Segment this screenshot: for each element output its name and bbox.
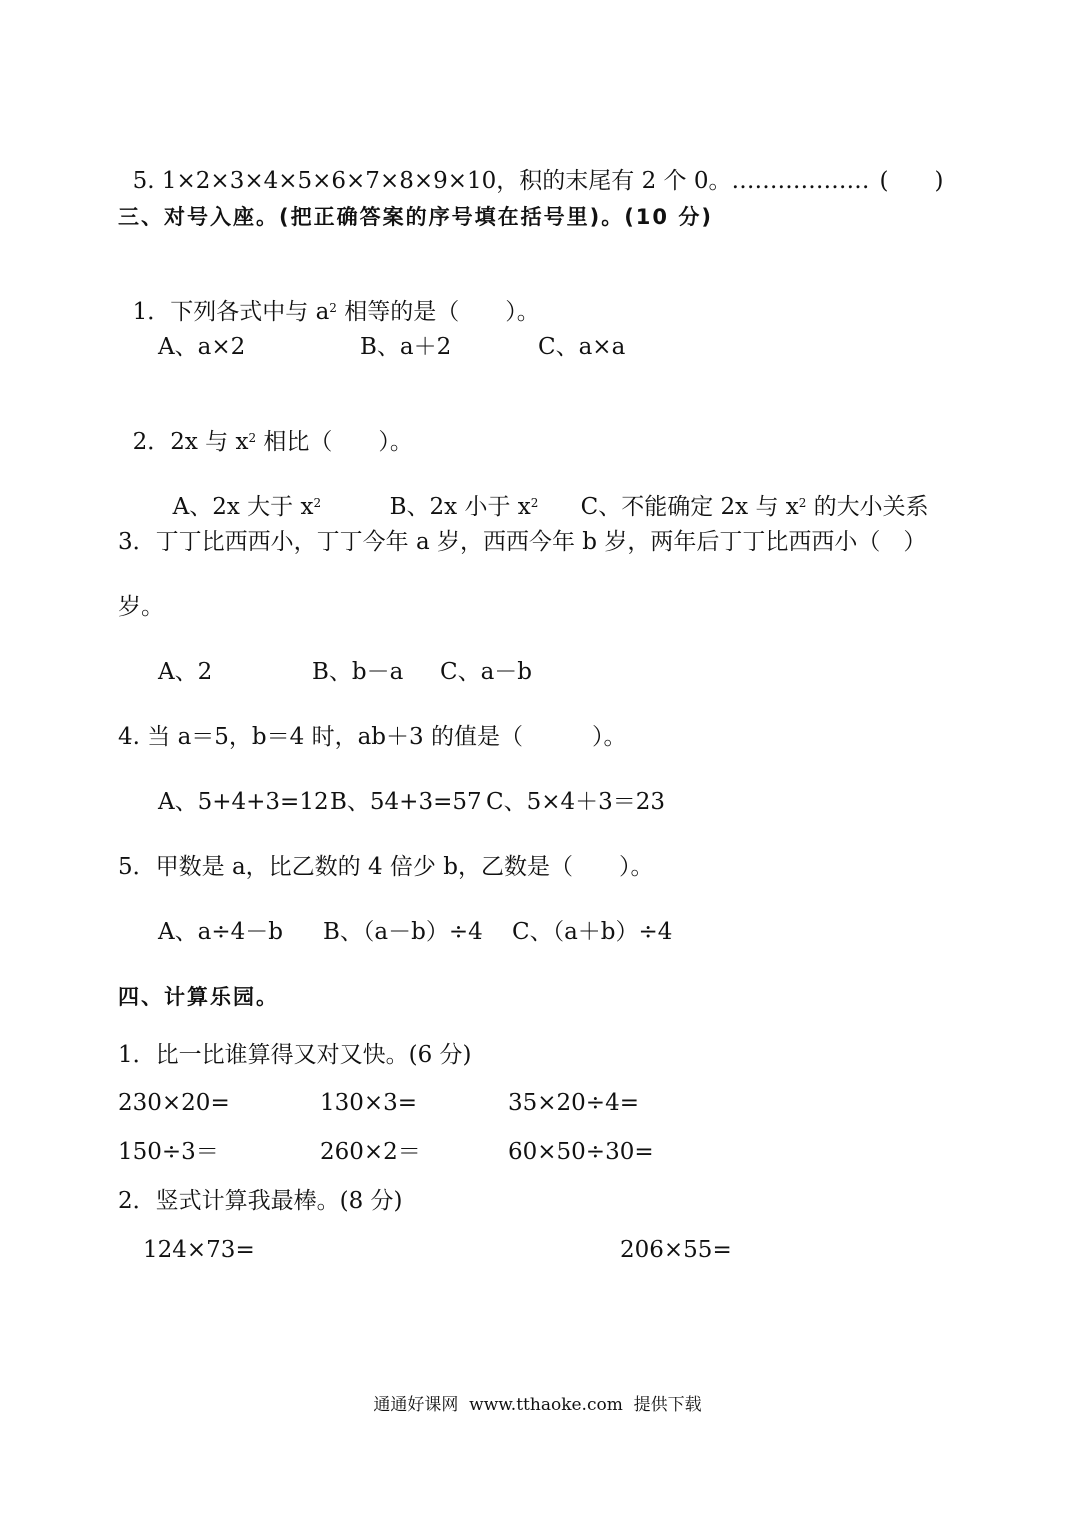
- judge-item-5: [118, 136, 943, 196]
- q2-option-a: [158, 462, 321, 522]
- calc-2-3: 60×50÷30=: [508, 1139, 654, 1165]
- q3-option-a: A、2: [158, 659, 213, 685]
- q2-superscript: 2: [248, 431, 257, 445]
- vertical-calc-2: 206×55=: [620, 1237, 732, 1263]
- question-1: [118, 267, 540, 327]
- q5-option-b: B、（a－b）÷4: [323, 919, 483, 945]
- q2-option-b: [375, 462, 538, 522]
- q4-option-b: B、54+3=57: [330, 789, 482, 815]
- question-5: 5．甲数是 a，比乙数的 4 倍少 b，乙数是（ ）。: [118, 854, 654, 880]
- q3-option-b: B、b－a: [312, 659, 404, 685]
- q2-stem-pre: 2．2x 与 x: [132, 429, 249, 455]
- q4-option-a: A、5+4+3=12: [158, 789, 329, 815]
- question-3: 3．丁丁比西西小，丁丁今年 a 岁，西西今年 b 岁，两年后丁丁比西西小（ ）: [118, 529, 927, 555]
- section-3-heading: 三、对号入座。(把正确答案的序号填在括号里)。(10 分): [118, 205, 713, 229]
- section-4-heading: 四、计算乐园。: [118, 985, 279, 1009]
- question-2: [118, 397, 413, 457]
- q2-option-b-text: B、2x 小于 x: [389, 494, 531, 520]
- section-4-sub-1: 1．比一比谁算得又对又快。(6 分): [118, 1042, 472, 1068]
- q1-option-a: A、a×2: [158, 334, 246, 360]
- q2-option-c: [566, 462, 929, 522]
- q1-stem-post: 相等的是（ ）。: [336, 299, 540, 325]
- calc-2-1: 150÷3＝: [118, 1139, 219, 1165]
- q2-option-c-post: 的大小关系: [806, 494, 929, 520]
- calc-1-1: 230×20=: [118, 1090, 230, 1116]
- q2-stem-post: 相比（ ）。: [256, 429, 413, 455]
- q1-option-c: C、a×a: [538, 334, 626, 360]
- q2-option-b-sup: 2: [530, 496, 539, 510]
- calc-1-2: 130×3=: [320, 1090, 418, 1116]
- page-footer: 通通好课网 www.tthaoke.com 提供下载: [373, 1395, 702, 1415]
- q5-option-c: C、（a＋b）÷4: [512, 919, 673, 945]
- section-4-sub-2: 2．竖式计算我最棒。(8 分): [118, 1188, 403, 1214]
- q1-option-b: B、a＋2: [360, 334, 452, 360]
- answer-bracket[interactable]: ( ): [879, 168, 944, 194]
- q2-option-a-sup: 2: [313, 496, 322, 510]
- q3-option-c: C、a－b: [440, 659, 533, 685]
- q4-option-c: C、5×4＋3＝23: [486, 789, 666, 815]
- calc-1-3: 35×20÷4=: [508, 1090, 639, 1116]
- judge-item-5-text: 5. 1×2×3×4×5×6×7×8×9×10，积的末尾有 2 个 0。………………: [132, 168, 870, 194]
- question-4: 4. 当 a＝5，b＝4 时，ab＋3 的值是（ ）。: [118, 724, 627, 750]
- q2-option-c-text: C、不能确定 2x 与 x: [580, 494, 799, 520]
- q2-option-a-text: A、2x 大于 x: [172, 494, 314, 520]
- question-3-cont: 岁。: [118, 594, 164, 620]
- q1-stem-pre: 1．下列各式中与 a: [132, 299, 330, 325]
- q1-superscript: 2: [329, 301, 337, 315]
- vertical-calc-1: 124×73=: [143, 1237, 255, 1263]
- q2-option-c-sup: 2: [798, 496, 807, 510]
- calc-2-2: 260×2＝: [320, 1139, 421, 1165]
- q5-option-a: A、a÷4－b: [158, 919, 283, 945]
